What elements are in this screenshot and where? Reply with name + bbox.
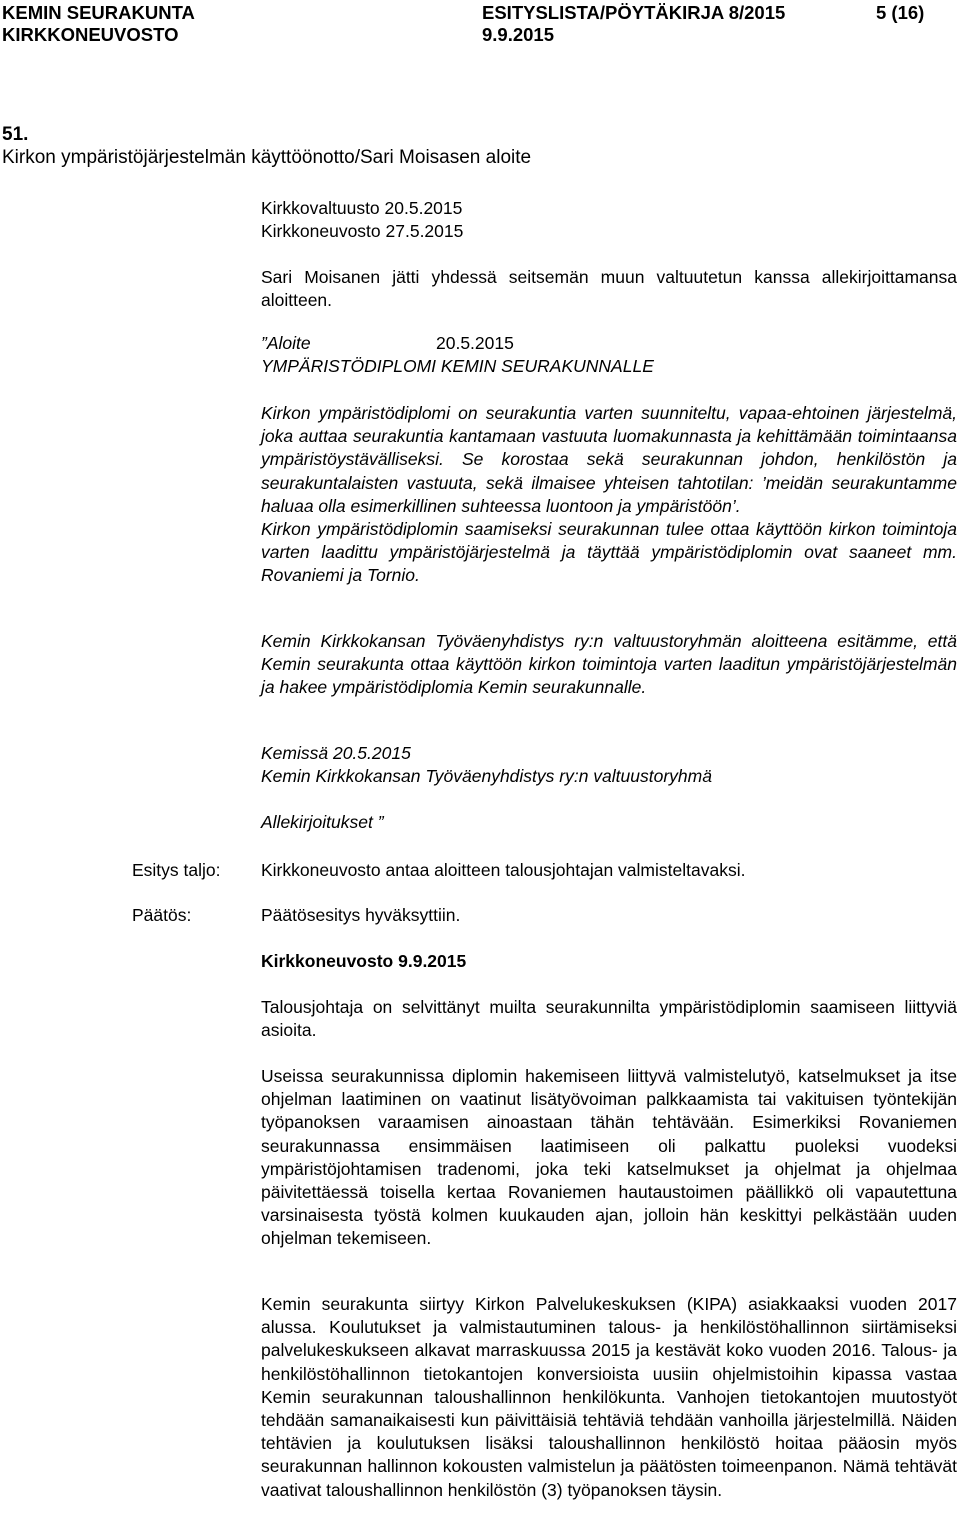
intro-paragraph: Sari Moisanen jätti yhdessä seitsemän muun valtuutetun kanssa allekirjoittamansa aloitteen. [261,267,957,311]
aloite-paragraph-1: Kirkon ympäristödiplomi on seurakuntia varten suunniteltu, vapaa-ehtoinen järjestelmä, joka auttaa seurakuntia kantamaan vastuuta luomakunnasta ja kehittämään toimintaansa ympäristöystävälliseksi. Se korostaa sekä seurakunnan johdon, henkilöstön ja seurakuntalaisten vastuuta, sekä ilmaisee yhteisen tahtotilan: ’meidän seurakuntamme haluaa olla esimerkillinen suhteessa luontoon ja ympäristöön’. [261,403,957,516]
aloite-date: 20.5.2015 [436,333,514,353]
meeting-paragraph-1: Talousjohtaja on selvittänyt muilta seurakunnilta ympäristödiplomin saamiseen liittyviä asioita. [261,997,957,1041]
aloite-label: ”Aloite [261,333,311,353]
org-name: KEMIN SEURAKUNTA [2,2,195,23]
reference-board: Kirkkoneuvosto 27.5.2015 [261,221,464,241]
meeting-paragraph-2: Useissa seurakunnissa diplomin hakemiseen liittyvä valmistelutyö, katselmukset ja itse ohjelman laatiminen on vaatinut lisätyövoiman palkkaamista tai vakituisen työntekijän työpanoksen varaamisen ainoastaan tähän tehtävään. Esimerkiksi Rovaniemen seurakunnassa ensimmäisen laatimiseen oli palkattu puoleksi vuodeksi ympäristöjohtamisen tradenomi, joka teki katselmukset ja ohjelmat ja ohjelmaa päivitettäessä toisella kertaa Rovaniemen hautaustoimen päällikkö oli vapautettuna varsinaisesta työstä kolmen kuukauden ajan, jolloin hän keskittyi pelkästään uuden ohjelman tekemiseen. [261,1066,957,1249]
proposal-text: Kirkkoneuvosto antaa aloitteen talousjohtajan valmisteltavaksi. [261,860,746,880]
meeting-paragraph-3: Kemin seurakunta siirtyy Kirkon Palvelukeskuksen (KIPA) asiakkaaksi vuoden 2017 alussa. Koulutukset ja valmistautuminen talous- ja henkilöstöhallinnon siirtämiseksi palvelukeskukseen alkavat marraskuussa 2015 ja kestävät koko vuoden 2016. Talous- ja henkilöstöhallinnon tietokantojen konversioista uusiin ohjelmistoihin kipassa vastaa Kemin seurakunnan taloushallinnon henkilökunta. Vanhojen tietokantojen muutostyöt tehdään samanaikaisesti kun päivittäisiä tehtäviä tehdään vanhoilla järjestelmillä. Näiden tehtävien ja koulutuksen lisäksi taloushallinnon henkilöstö hoitaa pääosin myös seurakunnan hallinnon kokousten valmistelun ja päätösten toimeenpanon. Nämä tehtävät vaativat taloushallinnon henkilöstön (3) työpanoksen täysin. [261,1294,957,1500]
decision-label: Päätös: [132,905,192,925]
doc-date: 9.9.2015 [482,24,555,45]
meeting-heading: Kirkkoneuvosto 9.9.2015 [261,951,467,971]
aloite-paragraph-2: Kirkon ympäristödiplomin saamiseksi seurakunnan tulee ottaa käyttöön kirkon toimintoja varten laadittu ympäristöjärjestelmä ja täyttää ympäristödiplomin ovat saaneet mm. Rovaniemi ja Tornio. [261,519,957,586]
signer: Kemin Kirkkokansan Työväenyhdistys ry:n valtuustoryhmä [261,766,712,786]
page-number: 5 (16) [876,2,925,23]
aloite-heading: YMPÄRISTÖDIPLOMI KEMIN SEURAKUNNALLE [261,356,654,376]
org-unit: KIRKKONEUVOSTO [2,24,179,45]
doc-title: ESITYSLISTA/PÖYTÄKIRJA 8/2015 [482,2,786,23]
place-date: Kemissä 20.5.2015 [261,743,411,763]
decision-text: Päätösesitys hyväksyttiin. [261,905,461,925]
reference-council: Kirkkovaltuusto 20.5.2015 [261,198,463,218]
aloite-paragraph [261,402,957,588]
item-title: Kirkon ympäristöjärjestelmän käyttöönotto/Sari Moisasen aloite [2,147,532,168]
item-number: 51. [2,124,29,145]
signatures: Allekirjoitukset ” [261,812,384,832]
proposal-label: Esitys taljo: [132,860,221,880]
aloite-paragraph-3: Kemin Kirkkokansan Työväenyhdistys ry:n valtuustoryhmän aloitteena esitämme, että Kemin seurakunta ottaa käyttöön kirkon toimintoja varten laaditun ympäristöjärjestelmän ja hakee ympäristödiplomia Kemin seurakunnalle. [261,631,957,698]
